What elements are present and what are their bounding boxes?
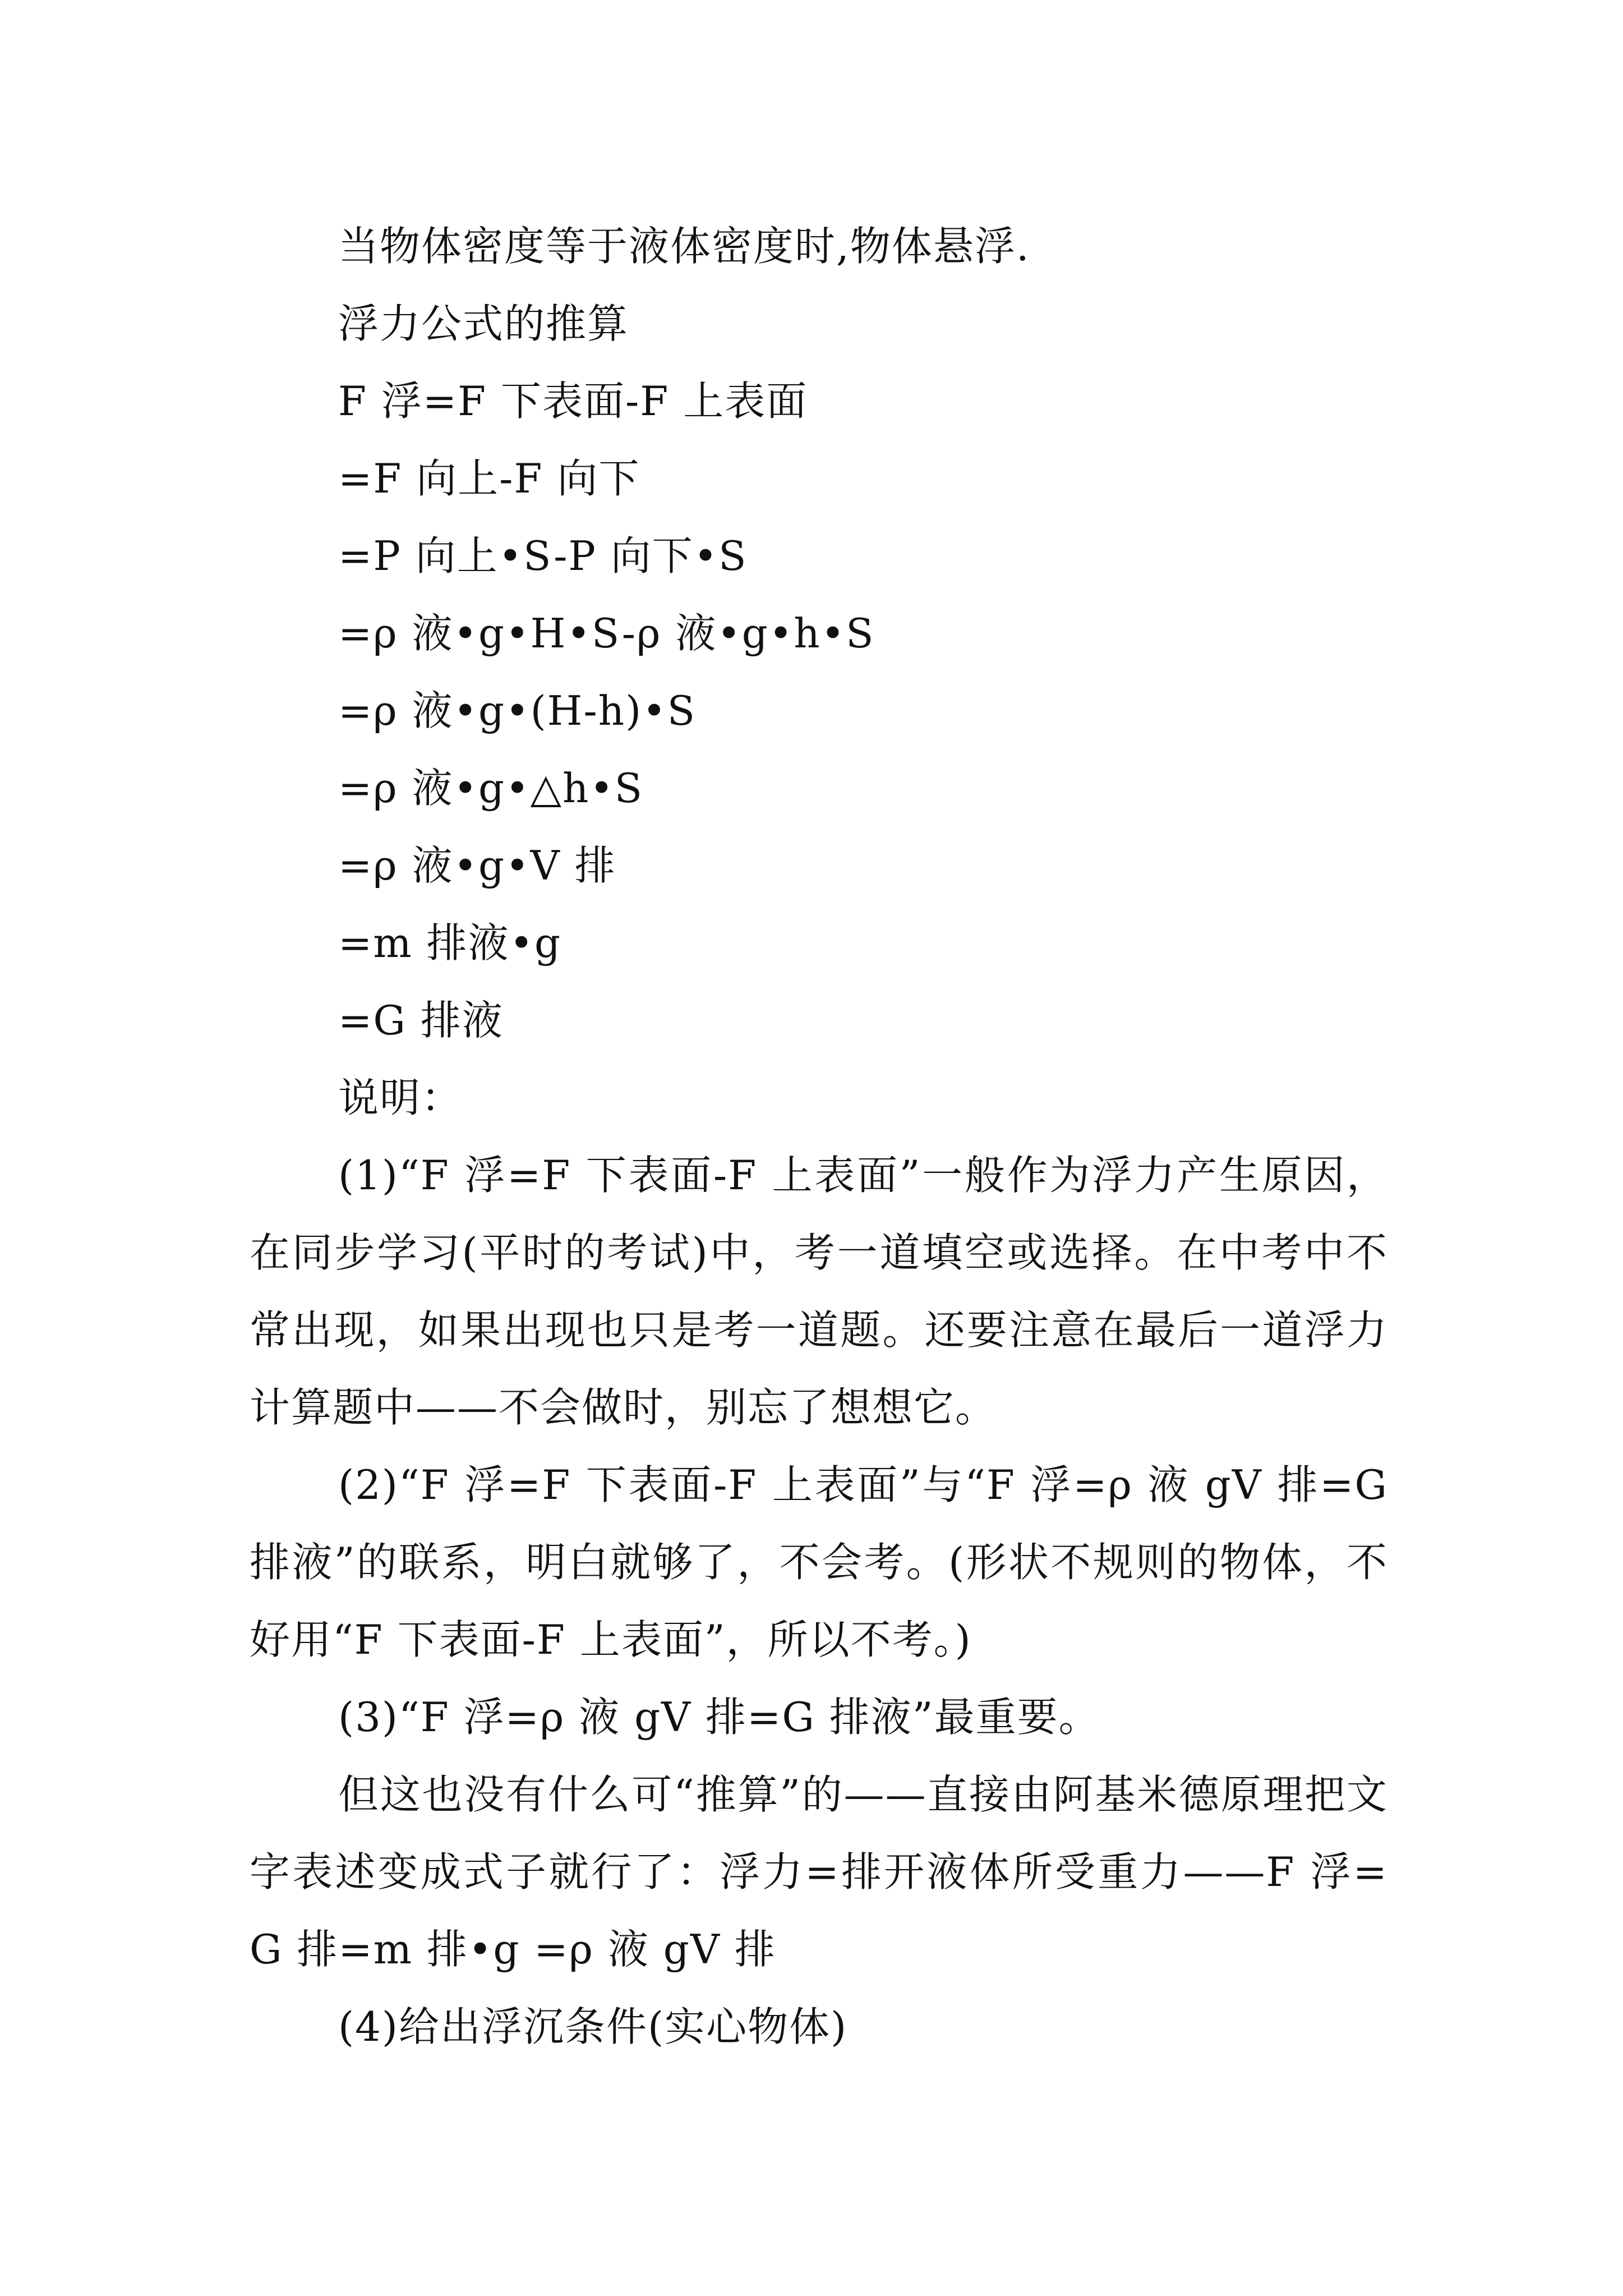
section-heading: 浮力公式的推算: [338, 300, 629, 347]
formula-line: =F 向上-F 向下: [338, 455, 640, 502]
formula-line: =ρ 液•g•(H-h)•S: [338, 687, 697, 734]
formula-line: F 浮=F 下表面-F 上表面: [338, 378, 808, 425]
formula-line: =m 排液•g: [338, 919, 562, 967]
formula-line: =G 排液: [338, 997, 504, 1044]
formula-line: =ρ 液•g•H•S-ρ 液•g•h•S: [338, 610, 875, 657]
formula-line: =P 向上•S-P 向下•S: [338, 532, 748, 579]
paragraph-note-3: (3)“F 浮=ρ 液 gV 排=G 排液”最重要。: [338, 1694, 1100, 1741]
paragraph-note-1: (1)“F 浮=F 下表面-F 上表面”一般作为浮力产生原因，在同步学习(平时的考试)中，考一道填空或选择。在中考中不常出现，如果出现也只是考一道题。还要注意在最后一道浮力计算题中——不会做时，别忘了想想它。: [250, 1152, 1388, 1431]
paragraph-note-2: (2)“F 浮=F 下表面-F 上表面”与“F 浮=ρ 液 gV 排=G 排液”的联系，明白就够了，不会考。(形状不规则的物体，不好用“F 下表面-F 上表面”，所以不考。): [250, 1461, 1388, 1663]
formula-line: =ρ 液•g•△h•S: [338, 765, 644, 812]
explanation-label: 说明：: [338, 1074, 463, 1121]
paragraph-note-3-detail: 但这也没有什么可“推算”的——直接由阿基米德原理把文字表述变成式子就行了：浮力=排开液体所受重力——F 浮=G 排=m 排•g =ρ 液 gV 排: [250, 1771, 1388, 1973]
text-line: 当物体密度等于液体密度时,物体悬浮.: [338, 223, 1030, 270]
document-body: [250, 208, 1388, 2065]
formula-line: =ρ 液•g•V 排: [338, 842, 616, 889]
paragraph-note-4: (4)给出浮沉条件(实心物体): [338, 2003, 848, 2050]
